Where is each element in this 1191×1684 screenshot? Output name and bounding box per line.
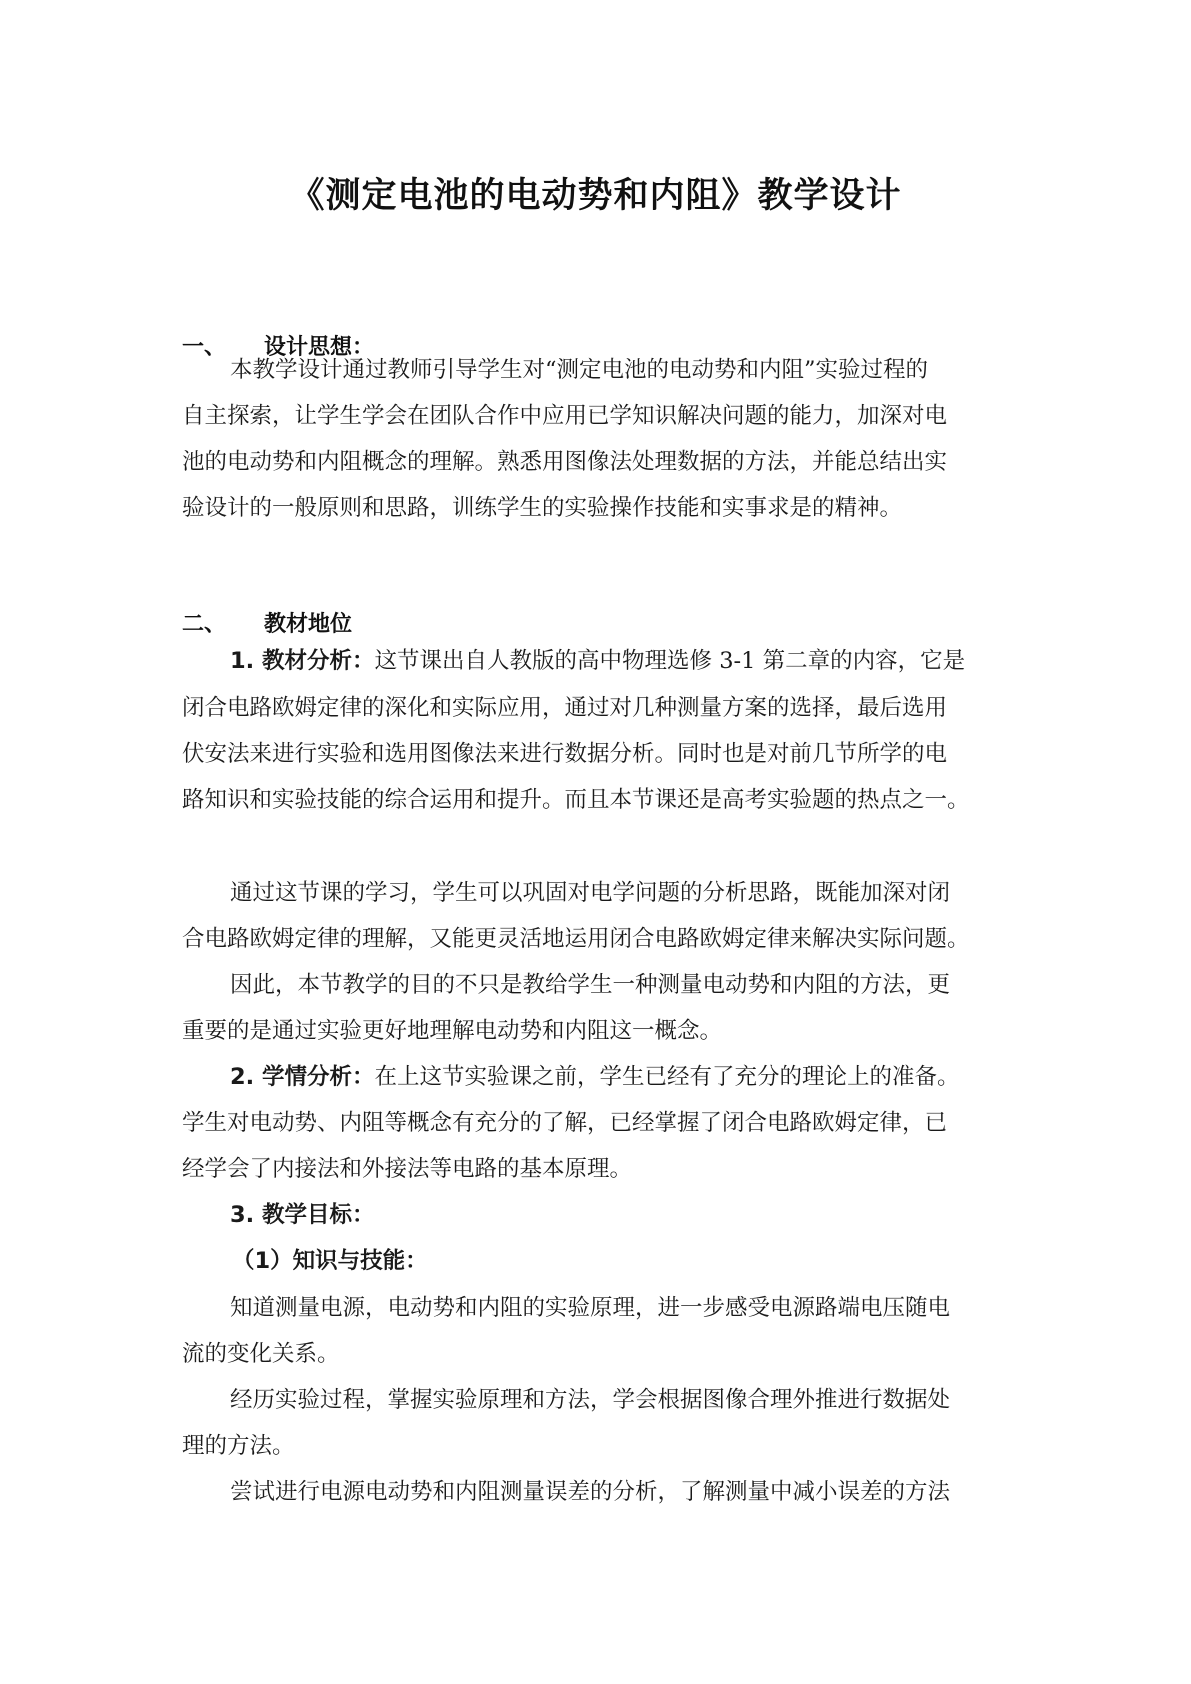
item-1-line (230, 645, 965, 677)
paragraph-line: 经历实验过程，掌握实验原理和方法，学会根据图像合理外推进行数据处 (230, 1387, 951, 1413)
paragraph-line: 因此，本节教学的目的不只是教给学生一种测量电动势和内阻的方法，更 (230, 972, 951, 998)
section-2-number: 二、 (182, 612, 227, 637)
paragraph-line: 伏安法来进行实验和选用图像法来进行数据分析。同时也是对前几节所学的电 (182, 741, 948, 767)
paragraph-line: 闭合电路欧姆定律的深化和实际应用，通过对几种测量方案的选择，最后选用 (182, 695, 948, 721)
item-1-label: 1. 教材分析： (230, 648, 375, 674)
paragraph-line: 理的方法。 (182, 1433, 295, 1459)
paragraph-line: 重要的是通过实验更好地理解电动势和内阻这一概念。 (182, 1018, 723, 1044)
item-2-label: 2. 学情分析： (230, 1064, 375, 1090)
item-1-text: 这节课出自人教版的高中物理选修 3-1 第二章的内容，它是 (374, 648, 966, 674)
paragraph-line: 自主探索，让学生学会在团队合作中应用已学知识解决问题的能力，加深对电 (182, 403, 948, 429)
item-2-line (230, 1061, 960, 1093)
section-1-title: 设计思想： (264, 335, 375, 360)
paragraph-line: 合电路欧姆定律的理解，又能更灵活地运用闭合电路欧姆定律来解决实际问题。 (182, 926, 970, 952)
paragraph-line: 学生对电动势、内阻等概念有充分的了解，已经掌握了闭合电路欧姆定律，已 (182, 1110, 948, 1136)
paragraph-line: 池的电动势和内阻概念的理解。熟悉用图像法处理数据的方法，并能总结出实 (182, 449, 948, 475)
item-2-text: 在上这节实验课之前，学生已经有了充分的理论上的准备。 (374, 1064, 960, 1090)
paragraph-line: 尝试进行电源电动势和内阻测量误差的分析，了解测量中减小误差的方法 (230, 1479, 951, 1505)
paragraph-line: 经学会了内接法和外接法等电路的基本原理。 (182, 1156, 633, 1182)
paragraph-line: 知道测量电源，电动势和内阻的实验原理，进一步感受电源路端电压随电 (230, 1295, 951, 1321)
subitem-1-label: （1）知识与技能： (232, 1248, 428, 1274)
section-2-heading (182, 607, 352, 638)
item-3-label: 3. 教学目标： (230, 1202, 375, 1228)
paragraph-line: 通过这节课的学习，学生可以巩固对电学问题的分析思路，既能加深对闭 (230, 880, 951, 906)
section-1-number: 一、 (182, 335, 227, 360)
paragraph-line: 路知识和实验技能的综合运用和提升。而且本节课还是高考实验题的热点之一。 (182, 787, 970, 813)
document-title: 《测定电池的电动势和内阻》教学设计 (289, 176, 902, 216)
section-2-title: 教材地位 (264, 612, 353, 637)
paragraph-line: 流的变化关系。 (182, 1341, 340, 1367)
paragraph-line: 本教学设计通过教师引导学生对“测定电池的电动势和内阻”实验过程的 (230, 357, 929, 383)
paragraph-line: 验设计的一般原则和思路，训练学生的实验操作技能和实事求是的精神。 (182, 495, 903, 521)
